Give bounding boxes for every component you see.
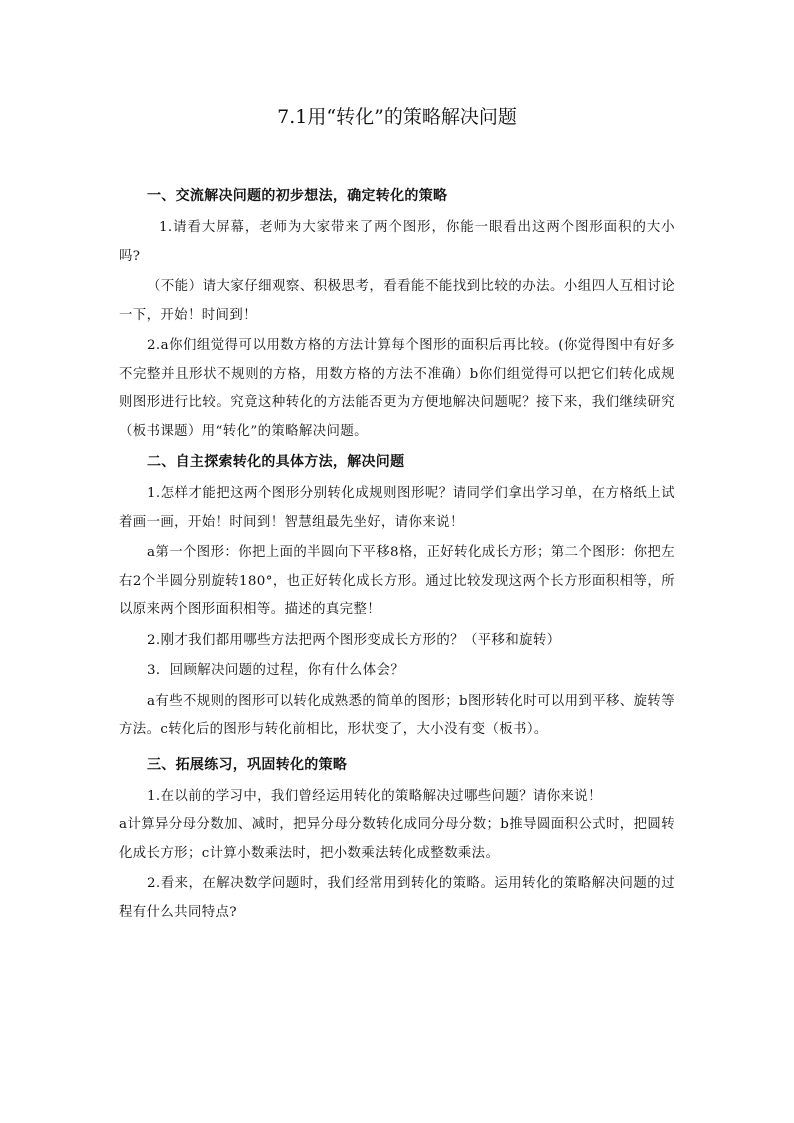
paragraph: a第一个图形：你把上面的半圆向下平移8格，正好转化成长方形；第二个图形：你把左右2个半圆分别旋转180°，也正好转化成长方形。通过比较发现这两个长方形面积相等，所以原来两个图形面积相等。描述的真完整！ bbox=[119, 545, 675, 617]
section-heading-3: 三、拓展练习，巩固转化的策略 bbox=[147, 756, 348, 773]
section-heading-2: 二、自主探索转化的具体方法，解决问题 bbox=[147, 454, 405, 470]
document-title: 7.1用“转化”的策略解决问题 bbox=[277, 106, 517, 128]
paragraph: a计算异分母分数加、减时，把异分母分数转化成同分母分数；b推导圆面积公式时，把圆转化成长方形；c计算小数乘法时，把小数乘法转化成整数乘法。 bbox=[119, 817, 675, 861]
paragraph: 1.在以前的学习中，我们曾经运用转化的策略解决过哪些问题？请你来说！ bbox=[147, 788, 602, 804]
paragraph: 2.看来，在解决数学问题时，我们经常用到转化的策略。运用转化的策略解决问题的过程有什么共同特点? bbox=[119, 876, 675, 920]
paragraph: 1.怎样才能把这两个图形分别转化成规则图形呢？请同学们拿出学习单，在方格纸上试着画一画，开始！时间到！智慧组最先坐好，请你来说！ bbox=[119, 486, 675, 530]
paragraph: a有些不规则的图形可以转化成熟悉的简单的图形；b图形转化时可以用到平移、旋转等方法。c转化后的图形与转化前相比，形状变了，大小没有变（板书）。 bbox=[119, 693, 675, 737]
paragraph: （不能）请大家仔细观察、积极思考，看看能不能找到比较的办法。小组四人互相讨论一下，开始！时间到！ bbox=[119, 279, 675, 323]
section-heading-1: 一、交流解决问题的初步想法，确定转化的策略 bbox=[147, 188, 448, 204]
paragraph: 2.a你们组觉得可以用数方格的方法计算每个图形的面积后再比较。(你觉得图中有好多不完整并且形状不规则的方格，用数方格的方法不准确）b你们组觉得可以把它们转化成规则图形进行比较。究竟这种转化的方法能否更为方便地解决问题呢？接下来，我们继续研究（板书课题）用“转化”的策略解决问题。 bbox=[119, 338, 675, 439]
paragraph: 3．回顾解决问题的过程，你有什么体会？ bbox=[147, 663, 405, 678]
paragraph: 1.请看大屏幕，老师为大家带来了两个图形，你能一眼看出这两个图形面积的大小吗? bbox=[119, 220, 675, 264]
document-body bbox=[119, 182, 675, 929]
paragraph: 2.刚才我们都用哪些方法把两个图形变成长方形的？（平移和旋转） bbox=[147, 632, 561, 648]
